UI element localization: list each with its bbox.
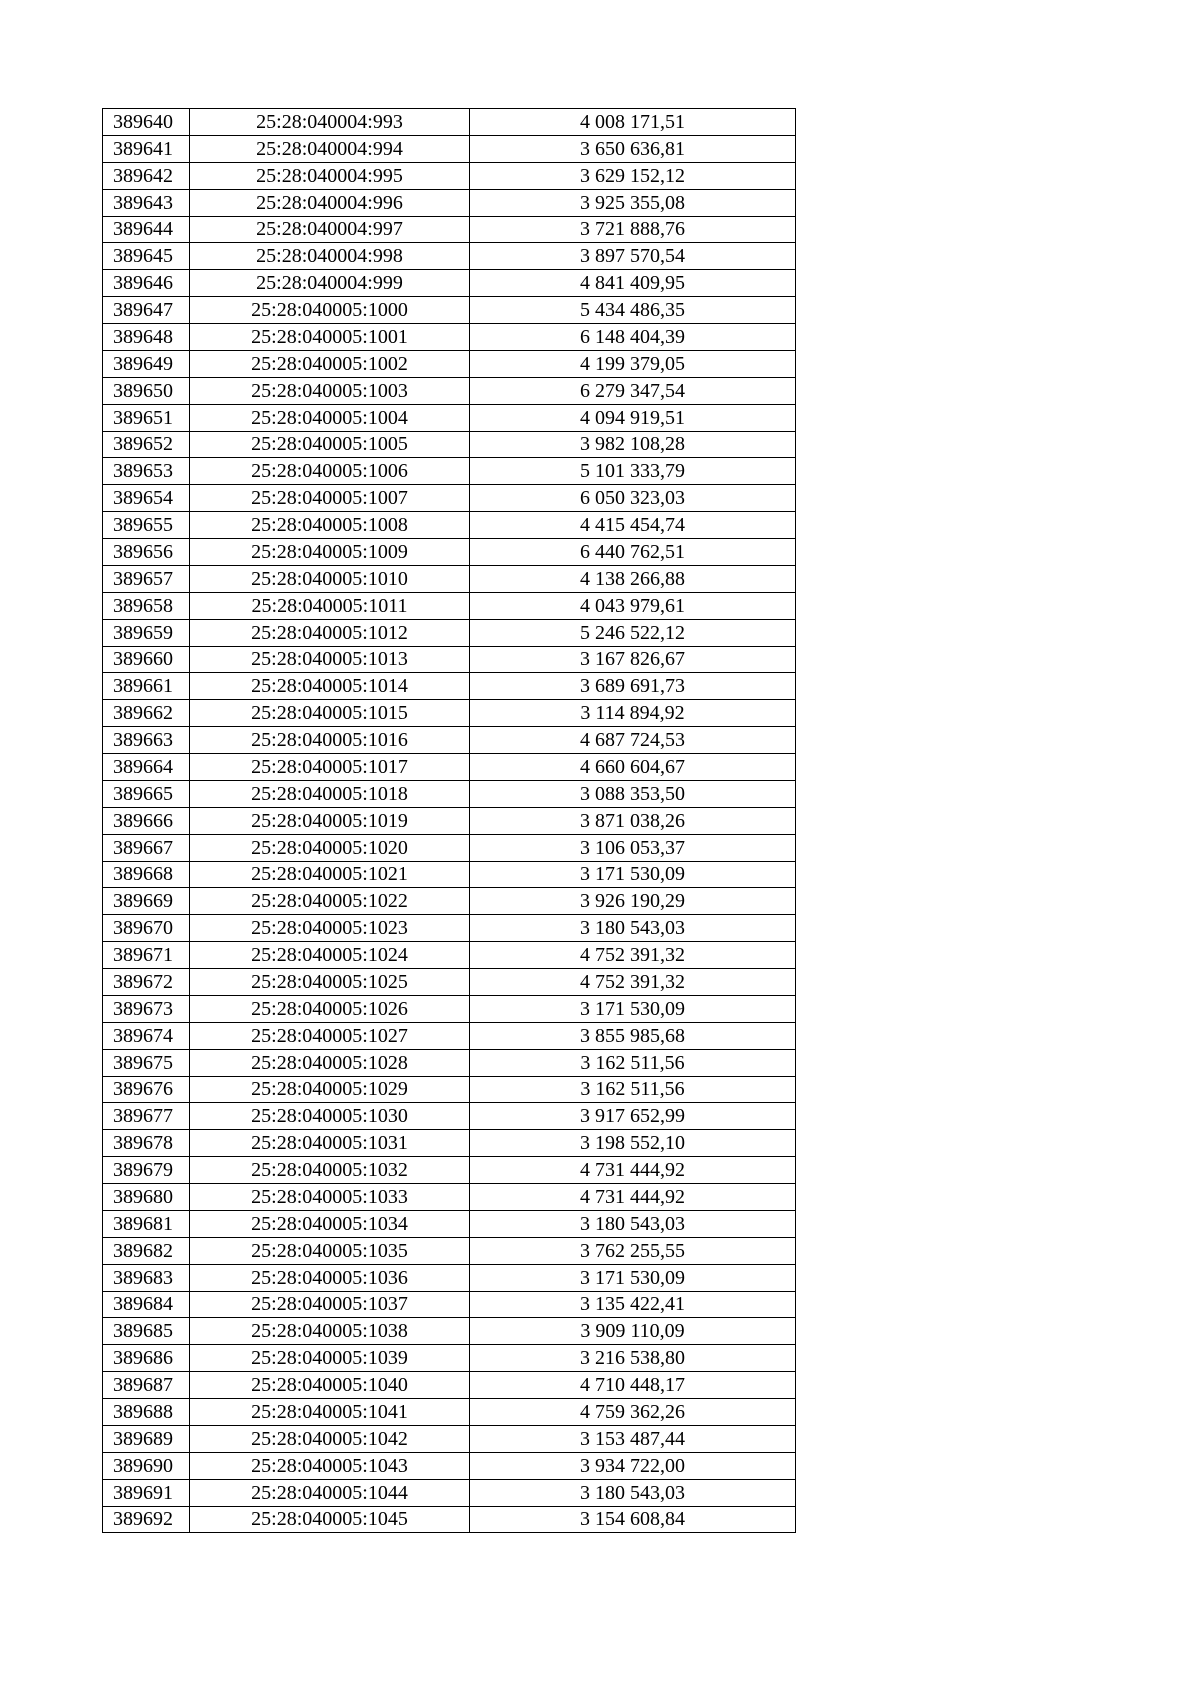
cadastral-number-cell: 25:28:040005:1036 (190, 1264, 470, 1291)
table-row (103, 888, 796, 915)
row-number-cell: 389680 (103, 1184, 190, 1211)
row-number-cell: 389653 (103, 458, 190, 485)
table-row (103, 377, 796, 404)
table-row (103, 1103, 796, 1130)
cadastral-value-cell: 6 279 347,54 (470, 377, 796, 404)
row-number-cell: 389643 (103, 189, 190, 216)
cadastral-number-cell: 25:28:040004:994 (190, 135, 470, 162)
row-number-cell: 389688 (103, 1399, 190, 1426)
table-row (103, 431, 796, 458)
cadastral-number-cell: 25:28:040005:1005 (190, 431, 470, 458)
table-row (103, 512, 796, 539)
table-row (103, 995, 796, 1022)
cadastral-value-cell: 3 934 722,00 (470, 1452, 796, 1479)
cadastral-number-cell: 25:28:040005:1039 (190, 1345, 470, 1372)
cadastral-number-cell: 25:28:040005:1006 (190, 458, 470, 485)
table-row (103, 700, 796, 727)
row-number-cell: 389660 (103, 646, 190, 673)
cadastral-value-cell: 3 162 511,56 (470, 1049, 796, 1076)
row-number-cell: 389668 (103, 861, 190, 888)
cadastral-number-cell: 25:28:040005:1034 (190, 1210, 470, 1237)
cadastral-value-cell: 3 162 511,56 (470, 1076, 796, 1103)
cadastral-number-cell: 25:28:040005:1013 (190, 646, 470, 673)
cadastral-value-cell: 4 710 448,17 (470, 1372, 796, 1399)
cadastral-number-cell: 25:28:040005:1023 (190, 915, 470, 942)
row-number-cell: 389655 (103, 512, 190, 539)
cadastral-number-cell: 25:28:040005:1011 (190, 592, 470, 619)
table-row (103, 1345, 796, 1372)
cadastral-number-cell: 25:28:040005:1002 (190, 350, 470, 377)
cadastral-value-cell: 3 909 110,09 (470, 1318, 796, 1345)
cadastral-value-cell: 3 180 543,03 (470, 1210, 796, 1237)
cadastral-number-cell: 25:28:040005:1019 (190, 807, 470, 834)
cadastral-value-cell: 4 731 444,92 (470, 1157, 796, 1184)
cadastral-number-cell: 25:28:040005:1045 (190, 1506, 470, 1533)
cadastral-value-cell: 4 043 979,61 (470, 592, 796, 619)
row-number-cell: 389667 (103, 834, 190, 861)
row-number-cell: 389678 (103, 1130, 190, 1157)
cadastral-value-cell: 3 650 636,81 (470, 135, 796, 162)
cadastral-number-cell: 25:28:040005:1017 (190, 754, 470, 781)
cadastral-number-cell: 25:28:040005:1042 (190, 1425, 470, 1452)
cadastral-value-cell: 3 926 190,29 (470, 888, 796, 915)
table-row (103, 1049, 796, 1076)
cadastral-number-cell: 25:28:040004:996 (190, 189, 470, 216)
cadastral-number-cell: 25:28:040005:1037 (190, 1291, 470, 1318)
cadastral-value-cell: 3 629 152,12 (470, 162, 796, 189)
table-row (103, 135, 796, 162)
row-number-cell: 389650 (103, 377, 190, 404)
row-number-cell: 389661 (103, 673, 190, 700)
table-row (103, 1184, 796, 1211)
row-number-cell: 389644 (103, 216, 190, 243)
row-number-cell: 389672 (103, 969, 190, 996)
row-number-cell: 389686 (103, 1345, 190, 1372)
table-row (103, 942, 796, 969)
cadastral-number-cell: 25:28:040005:1018 (190, 780, 470, 807)
cadastral-number-cell: 25:28:040004:993 (190, 109, 470, 136)
cadastral-value-cell: 3 180 543,03 (470, 1479, 796, 1506)
cadastral-value-cell: 4 199 379,05 (470, 350, 796, 377)
table-row (103, 1506, 796, 1533)
cadastral-value-cell: 4 731 444,92 (470, 1184, 796, 1211)
cadastral-value-cell: 4 660 604,67 (470, 754, 796, 781)
row-number-cell: 389679 (103, 1157, 190, 1184)
table-row (103, 1237, 796, 1264)
row-number-cell: 389646 (103, 270, 190, 297)
cadastral-number-cell: 25:28:040005:1025 (190, 969, 470, 996)
table-body (103, 109, 796, 1533)
table-row (103, 404, 796, 431)
cadastral-number-cell: 25:28:040005:1022 (190, 888, 470, 915)
row-number-cell: 389666 (103, 807, 190, 834)
row-number-cell: 389665 (103, 780, 190, 807)
cadastral-number-cell: 25:28:040005:1009 (190, 539, 470, 566)
cadastral-value-cell: 5 246 522,12 (470, 619, 796, 646)
row-number-cell: 389652 (103, 431, 190, 458)
row-number-cell: 389645 (103, 243, 190, 270)
cadastral-number-cell: 25:28:040005:1035 (190, 1237, 470, 1264)
row-number-cell: 389651 (103, 404, 190, 431)
table-row (103, 162, 796, 189)
row-number-cell: 389640 (103, 109, 190, 136)
cadastral-value-cell: 4 094 919,51 (470, 404, 796, 431)
row-number-cell: 389675 (103, 1049, 190, 1076)
table-row (103, 646, 796, 673)
row-number-cell: 389658 (103, 592, 190, 619)
cadastral-value-cell: 5 434 486,35 (470, 297, 796, 324)
cadastral-value-cell: 4 759 362,26 (470, 1399, 796, 1426)
cadastral-value-cell: 3 721 888,76 (470, 216, 796, 243)
table-row (103, 1425, 796, 1452)
cadastral-value-cell: 4 415 454,74 (470, 512, 796, 539)
row-number-cell: 389659 (103, 619, 190, 646)
table-row (103, 485, 796, 512)
cadastral-number-cell: 25:28:040005:1030 (190, 1103, 470, 1130)
table-row (103, 1479, 796, 1506)
cadastral-number-cell: 25:28:040005:1015 (190, 700, 470, 727)
cadastral-value-cell: 6 148 404,39 (470, 324, 796, 351)
table-row (103, 1372, 796, 1399)
table-row (103, 754, 796, 781)
cadastral-value-cell: 6 440 762,51 (470, 539, 796, 566)
row-number-cell: 389654 (103, 485, 190, 512)
row-number-cell: 389671 (103, 942, 190, 969)
cadastral-number-cell: 25:28:040005:1001 (190, 324, 470, 351)
cadastral-value-table (102, 108, 796, 1533)
cadastral-number-cell: 25:28:040005:1008 (190, 512, 470, 539)
cadastral-value-cell: 3 167 826,67 (470, 646, 796, 673)
table-row (103, 1210, 796, 1237)
cadastral-number-cell: 25:28:040005:1003 (190, 377, 470, 404)
table-row (103, 189, 796, 216)
row-number-cell: 389673 (103, 995, 190, 1022)
table-row (103, 216, 796, 243)
cadastral-value-cell: 3 135 422,41 (470, 1291, 796, 1318)
row-number-cell: 389690 (103, 1452, 190, 1479)
cadastral-number-cell: 25:28:040005:1014 (190, 673, 470, 700)
table-row (103, 1452, 796, 1479)
row-number-cell: 389691 (103, 1479, 190, 1506)
cadastral-number-cell: 25:28:040005:1029 (190, 1076, 470, 1103)
table-row (103, 673, 796, 700)
table-row (103, 915, 796, 942)
row-number-cell: 389642 (103, 162, 190, 189)
cadastral-number-cell: 25:28:040005:1038 (190, 1318, 470, 1345)
cadastral-number-cell: 25:28:040005:1031 (190, 1130, 470, 1157)
cadastral-number-cell: 25:28:040005:1020 (190, 834, 470, 861)
cadastral-number-cell: 25:28:040004:997 (190, 216, 470, 243)
row-number-cell: 389683 (103, 1264, 190, 1291)
row-number-cell: 389687 (103, 1372, 190, 1399)
cadastral-value-cell: 3 088 353,50 (470, 780, 796, 807)
cadastral-number-cell: 25:28:040005:1000 (190, 297, 470, 324)
cadastral-value-cell: 3 171 530,09 (470, 995, 796, 1022)
cadastral-value-cell: 3 216 538,80 (470, 1345, 796, 1372)
cadastral-number-cell: 25:28:040005:1024 (190, 942, 470, 969)
table-row (103, 458, 796, 485)
cadastral-number-cell: 25:28:040005:1027 (190, 1022, 470, 1049)
cadastral-value-cell: 3 855 985,68 (470, 1022, 796, 1049)
cadastral-value-cell: 4 752 391,32 (470, 942, 796, 969)
row-number-cell: 389681 (103, 1210, 190, 1237)
row-number-cell: 389657 (103, 565, 190, 592)
row-number-cell: 389677 (103, 1103, 190, 1130)
cadastral-value-cell: 5 101 333,79 (470, 458, 796, 485)
table-row (103, 834, 796, 861)
cadastral-number-cell: 25:28:040004:995 (190, 162, 470, 189)
cadastral-value-cell: 4 752 391,32 (470, 969, 796, 996)
cadastral-number-cell: 25:28:040005:1004 (190, 404, 470, 431)
row-number-cell: 389664 (103, 754, 190, 781)
table-row (103, 350, 796, 377)
cadastral-number-cell: 25:28:040005:1026 (190, 995, 470, 1022)
cadastral-value-cell: 3 180 543,03 (470, 915, 796, 942)
cadastral-value-cell: 3 897 570,54 (470, 243, 796, 270)
cadastral-number-cell: 25:28:040005:1044 (190, 1479, 470, 1506)
row-number-cell: 389682 (103, 1237, 190, 1264)
row-number-cell: 389674 (103, 1022, 190, 1049)
row-number-cell: 389684 (103, 1291, 190, 1318)
row-number-cell: 389676 (103, 1076, 190, 1103)
cadastral-value-cell: 3 198 552,10 (470, 1130, 796, 1157)
table-row (103, 619, 796, 646)
cadastral-number-cell: 25:28:040005:1028 (190, 1049, 470, 1076)
cadastral-value-cell: 3 762 255,55 (470, 1237, 796, 1264)
table-row (103, 1022, 796, 1049)
cadastral-number-cell: 25:28:040005:1010 (190, 565, 470, 592)
table-row (103, 539, 796, 566)
cadastral-value-cell: 3 171 530,09 (470, 861, 796, 888)
cadastral-value-cell: 3 871 038,26 (470, 807, 796, 834)
cadastral-value-cell: 3 153 487,44 (470, 1425, 796, 1452)
row-number-cell: 389648 (103, 324, 190, 351)
cadastral-value-cell: 3 171 530,09 (470, 1264, 796, 1291)
table-row (103, 109, 796, 136)
cadastral-number-cell: 25:28:040004:999 (190, 270, 470, 297)
table-row (103, 969, 796, 996)
cadastral-number-cell: 25:28:040005:1012 (190, 619, 470, 646)
row-number-cell: 389685 (103, 1318, 190, 1345)
row-number-cell: 389689 (103, 1425, 190, 1452)
cadastral-value-cell: 3 925 355,08 (470, 189, 796, 216)
cadastral-number-cell: 25:28:040004:998 (190, 243, 470, 270)
cadastral-value-cell: 3 689 691,73 (470, 673, 796, 700)
cadastral-value-cell: 3 982 108,28 (470, 431, 796, 458)
row-number-cell: 389663 (103, 727, 190, 754)
row-number-cell: 389669 (103, 888, 190, 915)
cadastral-value-cell: 4 687 724,53 (470, 727, 796, 754)
cadastral-number-cell: 25:28:040005:1033 (190, 1184, 470, 1211)
row-number-cell: 389641 (103, 135, 190, 162)
row-number-cell: 389670 (103, 915, 190, 942)
table-row (103, 1291, 796, 1318)
cadastral-value-cell: 4 138 266,88 (470, 565, 796, 592)
cadastral-value-cell: 3 106 053,37 (470, 834, 796, 861)
cadastral-number-cell: 25:28:040005:1016 (190, 727, 470, 754)
table-row (103, 324, 796, 351)
cadastral-number-cell: 25:28:040005:1021 (190, 861, 470, 888)
cadastral-value-cell: 4 008 171,51 (470, 109, 796, 136)
cadastral-value-cell: 6 050 323,03 (470, 485, 796, 512)
cadastral-number-cell: 25:28:040005:1043 (190, 1452, 470, 1479)
table-row (103, 243, 796, 270)
table-row (103, 1130, 796, 1157)
cadastral-value-cell: 3 917 652,99 (470, 1103, 796, 1130)
cadastral-number-cell: 25:28:040005:1007 (190, 485, 470, 512)
table-row (103, 297, 796, 324)
cadastral-number-cell: 25:28:040005:1040 (190, 1372, 470, 1399)
table-row (103, 565, 796, 592)
table-row (103, 807, 796, 834)
table-row (103, 861, 796, 888)
cadastral-value-cell: 3 114 894,92 (470, 700, 796, 727)
row-number-cell: 389656 (103, 539, 190, 566)
row-number-cell: 389647 (103, 297, 190, 324)
row-number-cell: 389662 (103, 700, 190, 727)
table-row (103, 270, 796, 297)
table-row (103, 1264, 796, 1291)
cadastral-value-cell: 3 154 608,84 (470, 1506, 796, 1533)
cadastral-value-cell: 4 841 409,95 (470, 270, 796, 297)
cadastral-number-cell: 25:28:040005:1032 (190, 1157, 470, 1184)
row-number-cell: 389649 (103, 350, 190, 377)
row-number-cell: 389692 (103, 1506, 190, 1533)
table-row (103, 592, 796, 619)
table-row (103, 1399, 796, 1426)
cadastral-number-cell: 25:28:040005:1041 (190, 1399, 470, 1426)
table-row (103, 1318, 796, 1345)
table-row (103, 1157, 796, 1184)
table-row (103, 727, 796, 754)
table-row (103, 780, 796, 807)
table-row (103, 1076, 796, 1103)
